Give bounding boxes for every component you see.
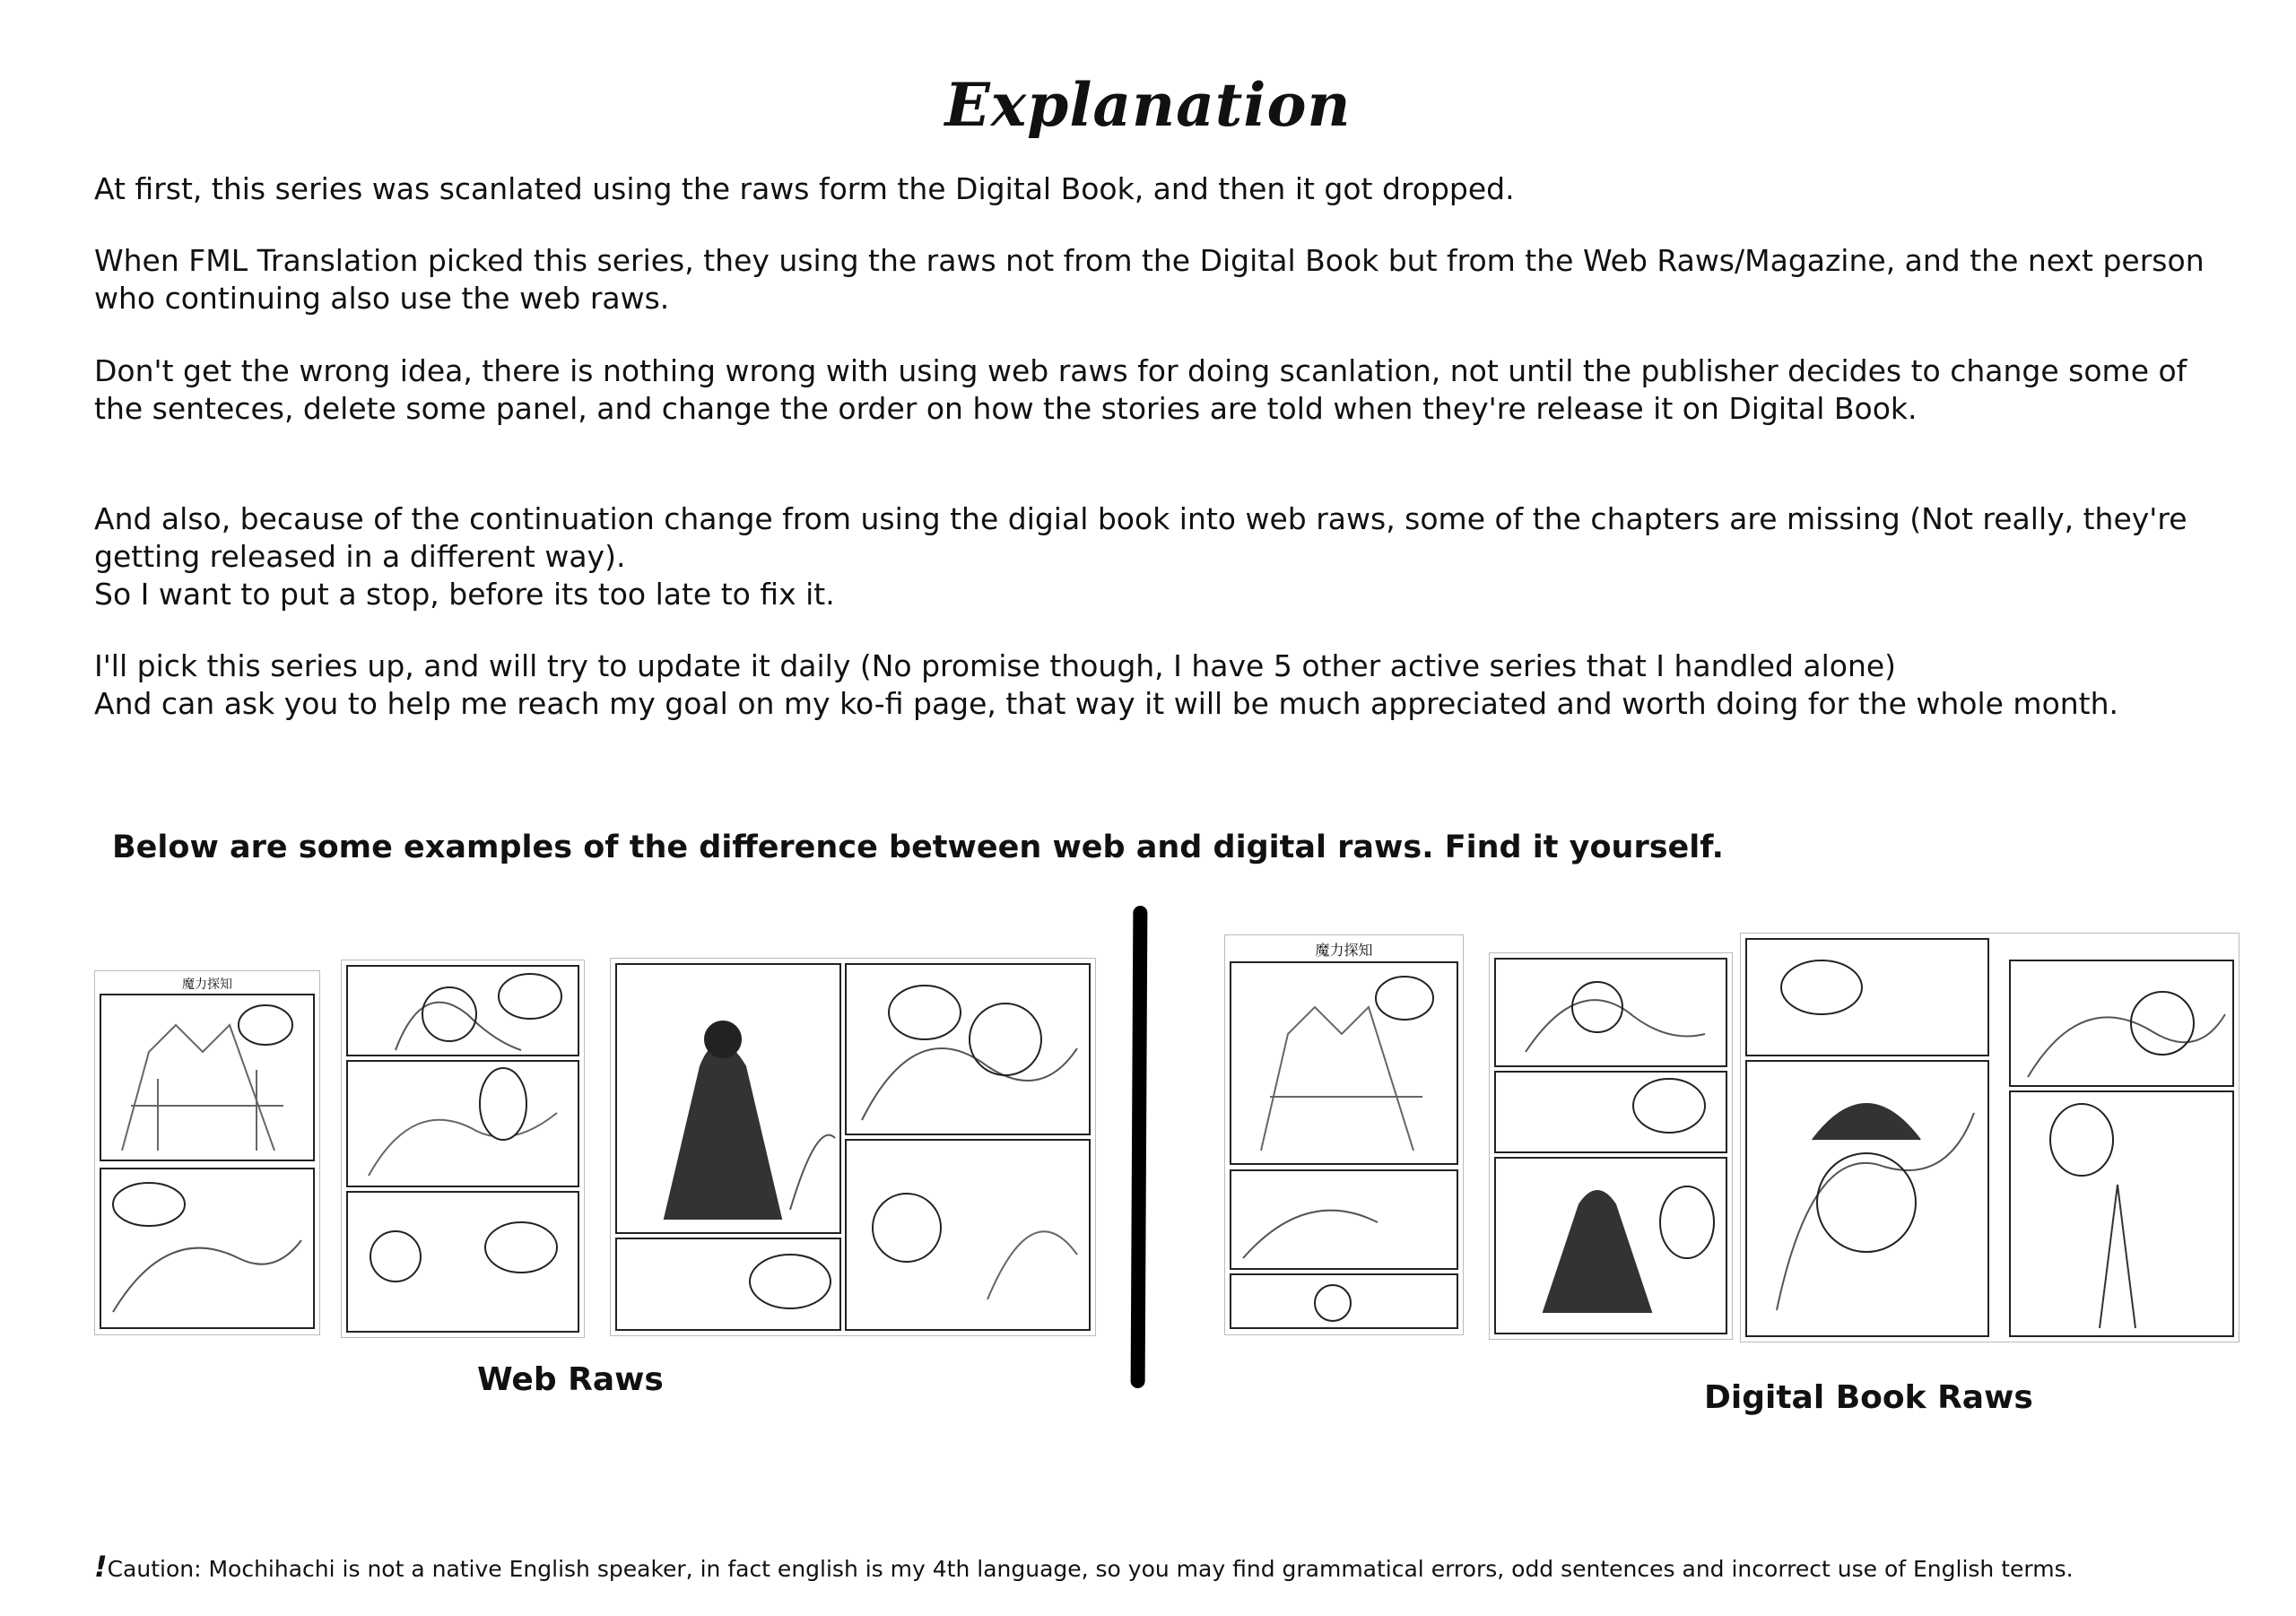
manga-panels-illustration — [611, 959, 1095, 1335]
divider-line — [1131, 906, 1148, 1388]
web-raws-caption: Web Raws — [477, 1361, 664, 1398]
paragraph-4: And also, because of the continuation change from using the digial book into web raws, some of the chapters are missing (Not really, they're getting released in a different way). So I want to put a stop, before its too late to fix it. — [94, 501, 2187, 612]
manga-panels-illustration — [95, 971, 319, 1334]
web-page-label: 魔力探知 — [182, 977, 232, 992]
paragraph-1: At first, this series was scanlated using the raws form the Digital Book, and then it got dropped. — [94, 171, 1515, 206]
web-raw-page-2 — [341, 960, 585, 1338]
examples-heading: Below are some examples of the difference between web and digital raws. Find it yourself. — [112, 830, 1724, 865]
web-raw-page-1 — [94, 970, 320, 1335]
digital-raw-page-2 — [1489, 952, 1733, 1340]
digital-page-label: 魔力探知 — [1315, 942, 1373, 959]
web-raw-spread — [610, 958, 1096, 1336]
caution-text: Caution: Mochihachi is not a native English speaker, in fact english is my 4th language, so you may find grammatical errors, odd sentences and incorrect use of English terms. — [107, 1556, 2074, 1582]
digital-raw-page-1 — [1224, 934, 1464, 1335]
manga-panels-illustration — [1741, 934, 2239, 1342]
manga-panels-illustration — [1225, 935, 1463, 1334]
paragraph-3: Don't get the wrong idea, there is nothing wrong with using web raws for doing scanlation, not until the publisher decides to change some of the senteces, delete some panel, and change the order on how the stories are told when they're release it on Digital Book. — [94, 353, 2187, 426]
digital-raw-spread — [1740, 933, 2239, 1342]
caution-mark: ! — [94, 1550, 108, 1584]
caution-note — [94, 1550, 2074, 1584]
paragraph-2: When FML Translation picked this series, they using the raws not from the Digital Book but from the Web Raws/Magazine, and the next person who continuing also use the web raws. — [94, 243, 2205, 316]
digital-raws-caption: Digital Book Raws — [1704, 1379, 2033, 1416]
paragraph-5: I'll pick this series up, and will try to update it daily (No promise though, I have 5 other active series that I handled alone) And can ask you to help me reach my goal on my ko-fi page, that way it will be much appreciated and worth doing for the whole month. — [94, 648, 2119, 721]
page-title: Explanation — [944, 70, 1352, 140]
manga-panels-illustration — [1490, 953, 1732, 1339]
manga-panels-illustration — [342, 960, 584, 1337]
